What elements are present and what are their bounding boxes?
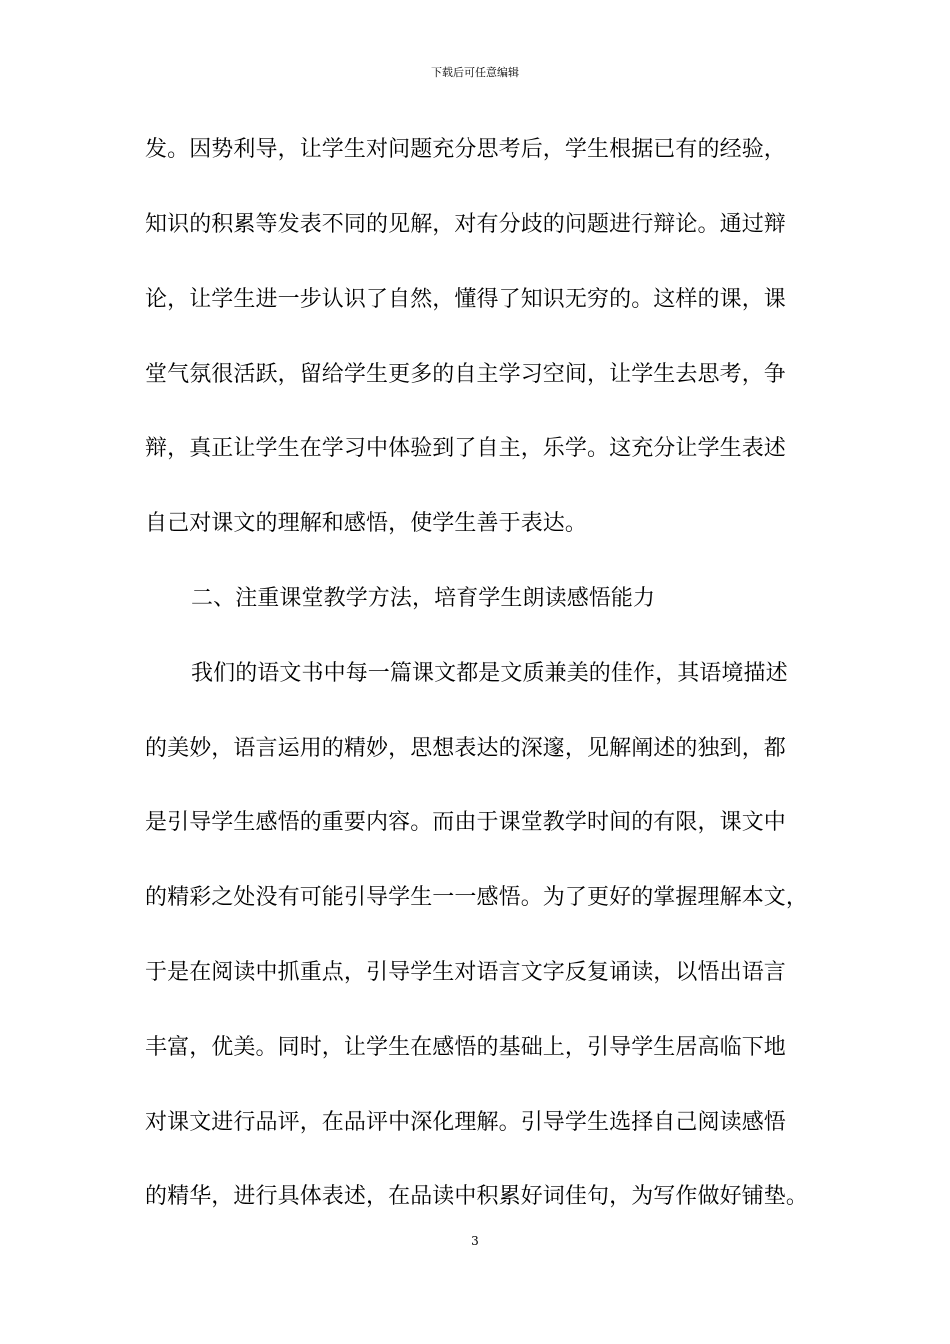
text-line: 是引导学生感悟的重要内容。而由于课堂教学时间的有限，课文中 xyxy=(145,810,786,835)
page-header: 下载后可任意编辑 xyxy=(431,66,519,79)
text-line: 发。因势利导，让学生对问题充分思考后，学生根据已有的经验， xyxy=(145,137,786,162)
text-line: 我们的语文书中每一篇课文都是文质兼美的佳作，其语境描述 xyxy=(191,661,788,686)
text-line: 堂气氛很活跃，留给学生更多的自主学习空间，让学生去思考，争 xyxy=(145,362,786,387)
text-line: 对课文进行品评，在品评中深化理解。引导学生选择自己阅读感悟 xyxy=(145,1110,786,1135)
text-line: 辩，真正让学生在学习中体验到了自主，乐学。这充分让学生表述 xyxy=(145,436,786,461)
text-line: 的精华，进行具体表述，在品读中积累好词佳句，为写作做好铺垫。 xyxy=(145,1184,809,1209)
text-line: 于是在阅读中抓重点，引导学生对语言文字反复诵读，以悟出语言 xyxy=(145,960,786,985)
text-line: 知识的积累等发表不同的见解，对有分歧的问题进行辩论。通过辩 xyxy=(145,212,786,237)
text-line: 的美妙，语言运用的精妙，思想表达的深邃，见解阐述的独到，都 xyxy=(145,736,786,761)
text-line: 论，让学生进一步认识了自然，懂得了知识无穷的。这样的课，课 xyxy=(145,287,786,312)
page-number: 3 xyxy=(471,1234,479,1248)
text-line: 自己对课文的理解和感悟，使学生善于表达。 xyxy=(145,511,588,536)
section-heading: 二、注重课堂教学方法，培育学生朗读感悟能力 xyxy=(191,586,656,611)
text-line: 的精彩之处没有可能引导学生一一感悟。为了更好的掌握理解本文， xyxy=(145,885,809,910)
text-line: 丰富，优美。同时，让学生在感悟的基础上，引导学生居高临下地 xyxy=(145,1035,786,1060)
